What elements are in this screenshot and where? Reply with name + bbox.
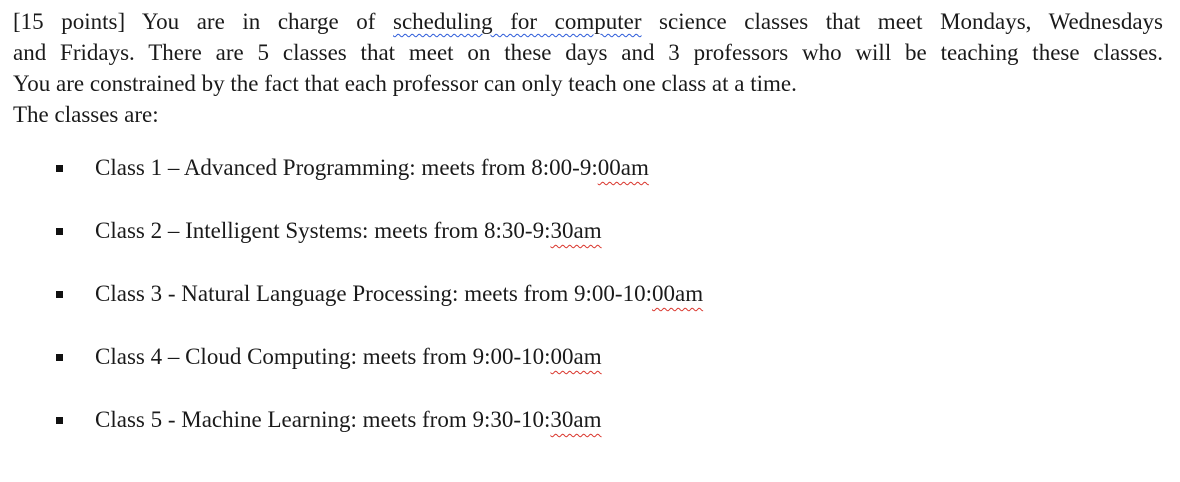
class-entry-text: Class 2 – Intelligent Systems: meets from 8:30-9: bbox=[95, 218, 551, 243]
square-bullet-icon bbox=[56, 354, 63, 361]
class-entry bbox=[95, 341, 602, 372]
square-bullet-icon bbox=[56, 228, 63, 235]
statement-text: [15 points] You are in charge of bbox=[13, 9, 394, 34]
problem-statement bbox=[13, 6, 1163, 99]
class-entry bbox=[95, 152, 649, 183]
document-body bbox=[13, 6, 1163, 432]
class-entry-text: Class 1 – Advanced Programming: meets from 8:00-9: bbox=[95, 155, 598, 180]
spelling-flagged-word[interactable]: 30am bbox=[550, 218, 602, 243]
spelling-flagged-word[interactable]: 00am bbox=[652, 281, 704, 306]
class-entry-text: Class 4 – Cloud Computing: meets from 9:00-10: bbox=[95, 344, 551, 369]
square-bullet-icon bbox=[56, 165, 63, 172]
class-entry-text: Class 5 - Machine Learning: meets from 9:30-10: bbox=[95, 407, 551, 432]
class-entry bbox=[95, 404, 602, 435]
spelling-flagged-word[interactable]: 30am bbox=[550, 407, 602, 432]
spelling-flagged-word[interactable]: 00am bbox=[550, 344, 602, 369]
statement-line-2: and Fridays. There are 5 classes that meet on these days and 3 professors who will be teaching these classes. bbox=[13, 40, 1163, 65]
class-entry-text: Class 3 - Natural Language Processing: meets from 9:00-10: bbox=[95, 281, 652, 306]
square-bullet-icon bbox=[56, 417, 63, 424]
grammar-flagged-phrase[interactable]: scheduling for computer bbox=[393, 9, 642, 34]
class-entry bbox=[95, 278, 703, 309]
square-bullet-icon bbox=[56, 291, 63, 298]
classes-heading: The classes are: bbox=[13, 102, 159, 127]
statement-text: science classes that meet Mondays, Wednesdays bbox=[641, 9, 1163, 34]
statement-line-3: You are constrained by the fact that each professor can only teach one class at a time. bbox=[13, 71, 797, 96]
spelling-flagged-word[interactable]: 00am bbox=[597, 155, 649, 180]
statement-line-1 bbox=[13, 6, 1163, 37]
class-entry bbox=[95, 215, 602, 246]
